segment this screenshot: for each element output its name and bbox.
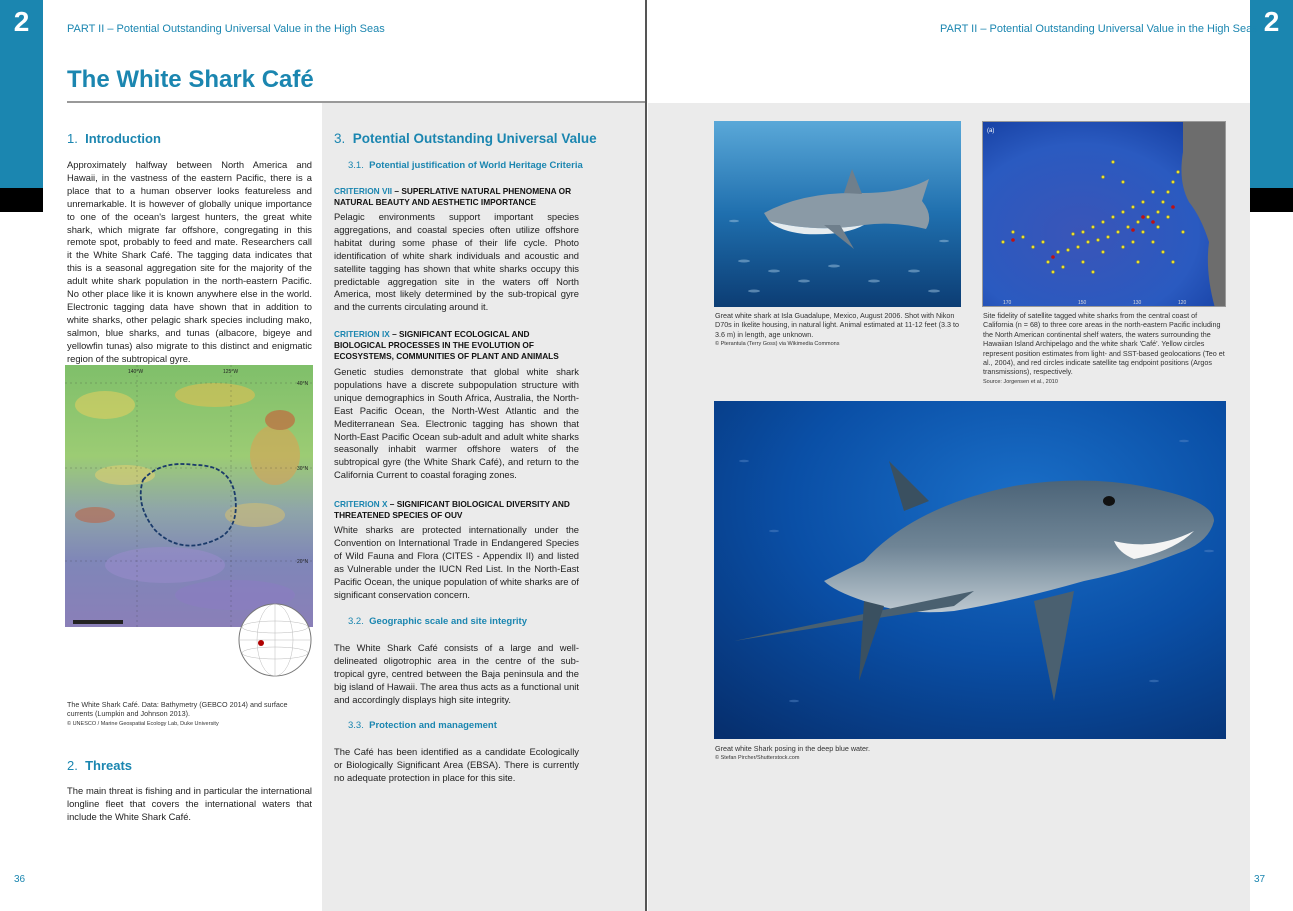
- tag-map-panel-label: (a): [987, 128, 995, 134]
- chapter-number-right: 2: [1263, 6, 1280, 37]
- subsection-title: Geographic scale and site integrity: [369, 616, 527, 627]
- photo1-caption: [715, 311, 962, 350]
- running-head-right: PART II – Potential Outstanding Universal Value in the High Seas: [940, 23, 1258, 35]
- map-lon-label: 140°W: [128, 369, 144, 375]
- photo2-caption: [715, 744, 1227, 764]
- criterion-title: – SIGNIFICANT ECOLOGICAL AND BIOLOGICAL PROCESSES IN THE EVOLUTION OF ECOSYSTEMS, COMMUNITIES OF PLANT AND ANIMALS: [334, 329, 559, 361]
- chapter-tab-black-left: [0, 188, 43, 212]
- protection-text: The Café has been identified as a candidate Ecologically or Biologically Significant Area (EBSA). There is currently no adequate protection in place for this site.: [334, 746, 579, 783]
- geographic-text: The White Shark Café consists of a large and well-delineated oligotrophic area in the centre of the sub-tropical gyre, centred between the Baja peninsula and the big island of Hawaii. The area thus acts as a functional unit and accordingly displays high site integrity.: [334, 642, 579, 705]
- tag-map-caption-text: Site fidelity of satellite tagged white sharks from the central coast of California (n = 68) to three core areas in the north-eastern Pacific including the North American continental shelf waters, the waters surrounding the Hawaiian Island Archipelago and the white shark 'Café'. Yellow circles represent position estimates from light- and SST-based geolocations (Teo et al., 2004), and red circles indicate satellite tag endpoint positions (Argos transmissions), respectively.: [983, 311, 1225, 377]
- bathymetry-map-graphic: [65, 365, 313, 695]
- chapter-number-left: 2: [13, 6, 30, 37]
- section-heading-ouv: [334, 131, 597, 146]
- criterion-x-text: White sharks are protected internationally under the Convention on International Trade in Endangered Species of Wild Fauna and Flora (CITES - Appendix II) and listed as Vulnerable under the IUCN Red List. In the North-East Pacific Ocean, the unique population of white sharks are of significant conservation concern.: [334, 524, 579, 600]
- section-number: 2.: [67, 758, 78, 773]
- tag-map-lon-label: 130: [1133, 300, 1142, 306]
- map-lon-label: 125°W: [223, 369, 239, 375]
- map-lat-label: 20°N: [297, 559, 309, 565]
- right-page: [648, 0, 1293, 911]
- criterion-tag: CRITERION IX: [334, 329, 390, 339]
- section-number: 1.: [67, 131, 78, 146]
- photo1-credit: © Pterantula (Terry Goss) via Wikimedia Commons: [715, 341, 840, 348]
- title-rule: [67, 101, 646, 103]
- tag-map-lon-label: 120: [1178, 300, 1187, 306]
- subsection-number: 3.2.: [348, 616, 364, 627]
- map-lat-label: 40°N: [297, 381, 309, 387]
- book-spine: [645, 0, 647, 911]
- satellite-tag-map: [982, 121, 1226, 307]
- section-title: Potential Outstanding Universal Value: [352, 131, 597, 146]
- section-title: Introduction: [85, 131, 161, 146]
- criterion-x-heading: [334, 499, 579, 521]
- white-shark-cafe-map: [65, 365, 313, 695]
- criterion-title: – SUPERLATIVE NATURAL PHENOMENA OR NATURAL BEAUTY AND AESTHETIC IMPORTANCE: [334, 186, 572, 207]
- criterion-vii-heading: [334, 186, 579, 208]
- left-page: [0, 0, 646, 911]
- tag-map-lon-label: 150: [1078, 300, 1087, 306]
- shark-photo-guadalupe: [714, 121, 961, 307]
- criterion-tag: CRITERION X: [334, 499, 388, 509]
- page-number-right: 37: [1254, 874, 1266, 885]
- tag-map-caption: [983, 311, 1228, 387]
- page-title: The White Shark Café: [67, 66, 314, 93]
- subsection-heading-protection: [348, 720, 497, 731]
- criterion-title: – SIGNIFICANT BIOLOGICAL DIVERSITY AND THREATENED SPECIES OF OUV: [334, 499, 570, 520]
- section-title: Threats: [85, 758, 133, 773]
- section-heading-introduction: [67, 131, 161, 146]
- chapter-tab-left: [0, 0, 43, 188]
- tag-map-credit: Source: Jorgensen et al., 2010: [983, 378, 1058, 385]
- subsection-heading-criteria: [348, 160, 583, 171]
- section-number: 3.: [334, 131, 346, 146]
- subsection-number: 3.1.: [348, 160, 364, 171]
- photo2-credit: © Stefan Pircher/Shutterstock.com: [715, 755, 800, 762]
- subsection-title: Potential justification of World Heritage Criteria: [369, 160, 583, 171]
- map-caption: [67, 700, 312, 729]
- map-credit: © UNESCO / Marine Geospatial Ecology Lab, Duke University: [67, 720, 219, 727]
- section-heading-threats: [67, 758, 132, 773]
- page-number-left: 36: [14, 874, 26, 885]
- introduction-text: Approximately halfway between North America and Hawaii, in the vastness of the eastern Pacific, there is a place that to a human observer looks featureless and unremarkable. It is however of globally unique importance to one of the ocean's largest hunters, the great white shark, which migrate far offshore, congregating in this remote spot, probably to feed and mate. Researchers call it the White Shark Café. The tagging data indicates that this is a seasonal aggregation site for the majority of the adult white shark population in the north-eastern Pacific. No other place like it is known anywhere else in the world. Electronic tagging data have shown that in addition to white sharks, other pelagic shark species including mako, salmon, blue sharks, and tunas (albacore, bigeye and yellowfin tunas) also migrate to this distinct and enigmatic region of the subtropical gyre.: [67, 159, 312, 364]
- chapter-tab-black-right: [1250, 188, 1293, 212]
- tag-map-lon-label: 170: [1003, 300, 1012, 306]
- criterion-vii-text: Pelagic environments support important species aggregations, and coastal species often utilize offshore habitat during some phase of their life cycle. Photo identification of white shark individuals and acoustic and satellite tagging has shown that white sharks occupy this predictable aggregation site in the waters off North America, most likely determined by the sub-tropical gyre and the currents circulating around it.: [334, 211, 579, 313]
- shark-photo-deep-blue: [714, 401, 1226, 739]
- map-caption-text: The White Shark Café. Data: Bathymetry (GEBCO 2014) and surface currents (Lumpkin and Johnson 2013).: [67, 700, 288, 719]
- running-head-left: PART II – Potential Outstanding Universal Value in the High Seas: [67, 23, 385, 35]
- subsection-title: Protection and management: [369, 720, 497, 731]
- threats-text: The main threat is fishing and in particular the international longline fleet that covers the international waters that include the White Shark Café.: [67, 785, 312, 822]
- criterion-ix-text: Genetic studies demonstrate that global white shark populations have a discrete subpopulation structure with unique demographics in South Africa, Australia, the North-East Pacific Ocean, the North-West Atlantic and the Mediterranean Sea. Electronic tagging has shown that North-East Pacific Ocean sub-adult and adult white sharks seasonally inhabit warmer offshore waters of the subtropical gyre (the White Shark Café), and return to the California Current to coastal foraging zones.: [334, 366, 579, 481]
- photo1-caption-text: Great white shark at Isla Guadalupe, Mexico, August 2006. Shot with Nikon D70s in Ikelite housing, in natural light. Animal estimated at 11-12 feet (3.3 to 3.6 m) in length, age unknown.: [715, 311, 959, 339]
- photo2-caption-text: Great white Shark posing in the deep blue water.: [715, 744, 871, 753]
- subsection-heading-geographic: [348, 616, 527, 627]
- criterion-ix-heading: [334, 329, 579, 362]
- globe-locator-icon: [239, 604, 311, 676]
- subsection-number: 3.3.: [348, 720, 364, 731]
- map-lat-label: 30°N: [297, 466, 309, 472]
- criterion-tag: CRITERION VII: [334, 186, 393, 196]
